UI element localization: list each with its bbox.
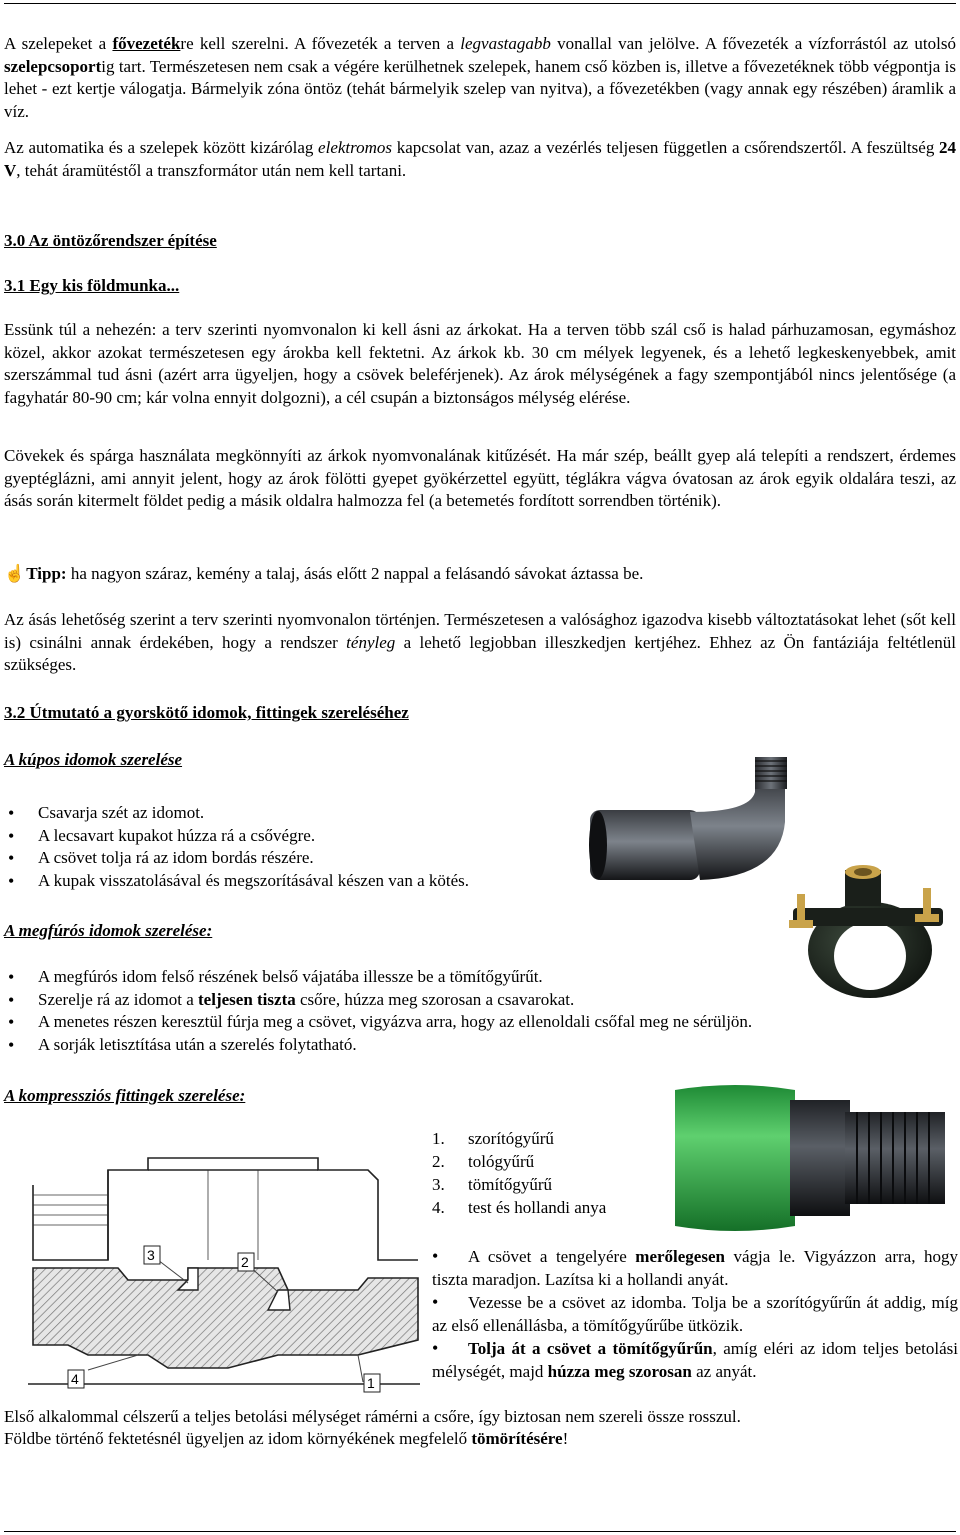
compression-fitting-cross-section-diagram [28,1150,420,1400]
closing-line-2: Földbe történő fektetésnél ügyeljen az idom környékének megfelelő tömörítésére! [4,1429,569,1448]
section-3-1-title: 3.1 Egy kis földmunka... [4,276,180,295]
cone-fittings-list [4,802,469,892]
saddle-fittings-list [4,966,752,1056]
diagram-label-1: 1 [367,1375,375,1391]
list-item: • A csövet a tengelyére merőlegesen vágja le. Vigyázzon arra, hogy tiszta maradjon. Lazítsa ki a hollandi anyát. [432,1246,958,1289]
intro-paragraph-2: Az automatika és a szelepek között kizárólag elektromos kapcsolat van, azaz a vezérlés teljesen független a csőrendszertől. A feszültség 24 V, tehát áramütéstől a transzformátor után nem kell tartani. [4,138,956,180]
list-item: 1. szorítógyűrű [432,1129,554,1148]
list-item: 2. tológyűrű [432,1152,535,1171]
pointing-hand-icon: ☝ [4,564,26,583]
saddle-fittings-heading: A megfúrós idomok szerelése: [4,921,213,940]
intro-paragraph-1: A szelepeket a fővezetékre kell szerelni. A fővezeték a terven a legvastagabb vonallal van jelölve. A fővezeték a vízforrástól az utolsó szelepcsoportig tart. Természetesen nem csak a végére kerülhetnek szelepek, hanem cső közben is, illetve a fővezetéknek több végpontja is lehet - ezt kertje válogatja. Bármelyik zóna öntöz (tehát bármelyik szelep van nyitva), a fővezetékben (vagy annak egy részében) áramlik a víz. [4,34,956,121]
list-item: • A megfúrós idom felső részének belső vájatába illessze be a tömítőgyűrűt. [4,966,752,989]
list-item: • A lecsavart kupakot húzza rá a csővégre. [4,825,469,848]
section-3-0-title: 3.0 Az öntözőrendszer építése [4,231,217,250]
list-item: • Szerelje rá az idomot a teljesen tiszta csőre, húzza meg szorosan a csavarokat. [4,989,752,1012]
earthwork-paragraph-1: Essünk túl a nehezén: a terv szerinti nyomvonalon ki kell ásni az árkokat. Ha a terven több szál cső is halad párhuzamosan, egymáshoz közel, akkor azokat természetesen egy árokba kell fektetni. Az árkok kb. 30 cm mélyek legyenek, és a lehető legkeskenyebbek, amit szerszámmal tud ásni (azért arra ügyeljen, hogy a csövek beleférjenek). Az árok mélységének a fagy szempontjából nincs jelentősége (a fagyhatár 80-90 cm; kár volna ennyit dolgozni), a cél csupán a biztonságos mélység elérése. [4,320,956,407]
list-item: • A sorják letisztítása után a szerelés folytatható. [4,1034,752,1057]
bullet-icon: • [432,1246,439,1266]
footer-rule [4,1531,956,1532]
list-item: • Csavarja szét az idomot. [4,802,469,825]
fitting-parts-list [432,1128,606,1220]
header-rule [4,3,956,4]
cone-fittings-heading: A kúpos idomok szerelése [4,750,183,769]
list-item: • A kupak visszatolásával és megszorításával készen van a kötés. [4,870,469,893]
diagram-label-4: 4 [71,1371,79,1387]
green-compression-fitting-image [665,1078,955,1238]
list-item: • Tolja át a csövet a tömítőgyűrűn, amíg eléri az idom teljes betolási mélységét, majd húzza meg szorosan az anyát. [432,1338,958,1381]
earthwork-paragraph-2: Cövekek és spárga használata megkönnyíti az árkok nyomvonalának kitűzését. Ha már szép, beállt gyep alá telepíti a rendszert, érdemes gyeptéglázni, ami annyit jelent, hogy az árok fölötti gyepet gyökérzettel együtt, téglákra vágva óvatosan az árok egyik oldalára teszi, az ásás során kitermelt földet pedig a másik oldalra halmozza fel (a betemetés fordított sorrendben történik). [4,446,956,510]
section-3-2-title: 3.2 Útmutató a gyorskötő idomok, fittingek szereléséhez [4,703,409,722]
list-item: 3. tömítőgyűrű [432,1175,553,1194]
compression-fittings-heading: A kompressziós fittingek szerelése: [4,1086,246,1105]
list-item: 4. test és hollandi anya [432,1198,607,1217]
bullet-icon: • [432,1338,439,1358]
diagram-label-2: 2 [241,1254,249,1270]
earthwork-paragraph-3: Az ásás lehetőség szerint a terv szerinti nyomvonalon történjen. Természetesen a valósághoz igazodva kisebb változtatásokat lehet (sőt kell is) csinálni annak érdekében, hogy a rendszer tényleg a lehető legjobban illeszkedjen kertjéhez. Ehhez az Ön fantáziája feltétlenül szükséges. [4,610,956,674]
bullet-icon: • [432,1292,439,1312]
list-item: • Vezesse be a csövet az idomba. Tolja be a szorítógyűrűn át addig, míg az első ellenállásba, a tömítőgyűrűbe ütközik. [432,1292,958,1335]
list-item: • A menetes részen keresztül fúrja meg a csövet, vigyázva arra, hogy az ellenoldali csőfal meg ne sérüljön. [4,1011,752,1034]
diagram-label-3: 3 [147,1247,155,1263]
closing-line-1: Első alkalommal célszerű a teljes betolási mélységet rámérni a csőre, így biztosan nem szereli össze rosszul. [4,1407,741,1426]
tip-line: ☝ Tipp: ha nagyon száraz, kemény a talaj, ásás előtt 2 nappal a felásandó sávokat áztassa be. [4,563,643,586]
list-item: • A csövet tolja rá az idom bordás részére. [4,847,469,870]
compression-steps-list [432,1245,958,1383]
saddle-clamp-image [775,858,960,1003]
